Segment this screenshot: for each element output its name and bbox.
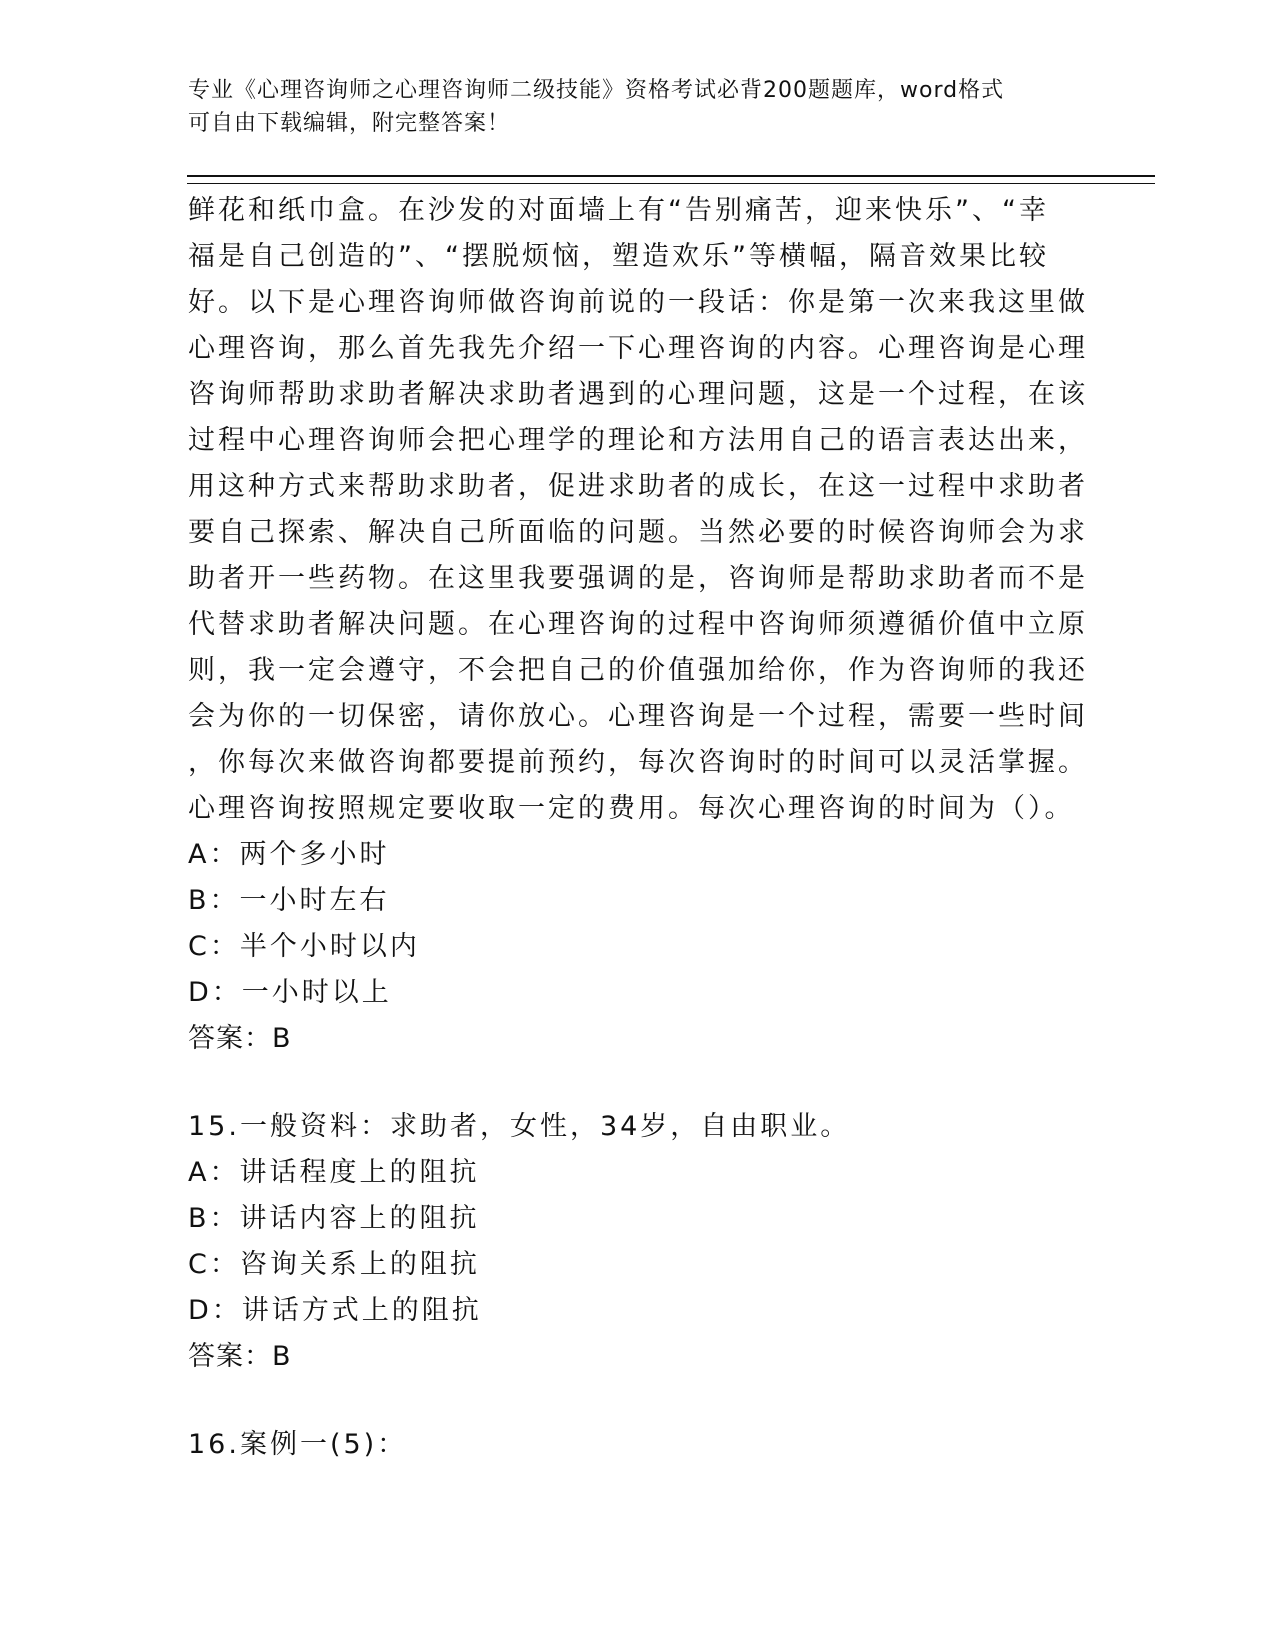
question-14-passage xyxy=(188,188,1088,832)
question-14-answer: 答案：B xyxy=(188,1023,292,1054)
passage-line: 则，我一定会遵守，不会把自己的价值强加给你，作为咨询师的我还 xyxy=(188,655,1088,686)
passage-line: 心理咨询，那么首先我先介绍一下心理咨询的内容。心理咨询是心理 xyxy=(188,333,1088,364)
header-divider-thick xyxy=(187,175,1155,177)
passage-line: 会为你的一切保密，请你放心。心理咨询是一个过程，需要一些时间 xyxy=(188,701,1088,732)
question-16 xyxy=(188,1422,1088,1468)
passage-line: 要自己探索、解决自己所面临的问题。当然必要的时候咨询师会为求 xyxy=(188,517,1088,548)
header-title-line-1: 专业《心理咨询师之心理咨询师二级技能》资格考试必背200题题库，word格式 xyxy=(188,78,1005,103)
passage-line: 用这种方式来帮助求助者，促进求助者的成长，在这一过程中求助者 xyxy=(188,471,1088,502)
document-body xyxy=(188,188,1088,1468)
passage-line: 福是自己创造的”、“摆脱烦恼，塑造欢乐”等横幅，隔音效果比较 xyxy=(188,241,1049,272)
header-divider-thin xyxy=(187,183,1155,184)
option-b: B：一小时左右 xyxy=(188,885,390,916)
option-c: C：咨询关系上的阻抗 xyxy=(188,1249,480,1280)
passage-line: 代替求助者解决问题。在心理咨询的过程中咨询师须遵循价值中立原 xyxy=(188,609,1088,640)
option-b: B：讲话内容上的阻抗 xyxy=(188,1203,480,1234)
question-15 xyxy=(188,1104,1088,1380)
question-15-stem: 15.一般资料：求助者，女性，34岁，自由职业。 xyxy=(188,1111,851,1142)
passage-line: 心理咨询按照规定要收取一定的费用。每次心理咨询的时间为（）。 xyxy=(188,793,1075,824)
passage-line: ，你每次来做咨询都要提前预约，每次咨询时的时间可以灵活掌握。 xyxy=(188,747,1088,778)
passage-line: 助者开一些药物。在这里我要强调的是，咨询师是帮助求助者而不是 xyxy=(188,563,1088,594)
option-c: C：半个小时以内 xyxy=(188,931,420,962)
question-14-options xyxy=(188,832,1088,1016)
option-a: A：讲话程度上的阻抗 xyxy=(188,1157,480,1188)
document-header xyxy=(188,74,1078,140)
spacer xyxy=(188,1062,1088,1104)
option-a: A：两个多小时 xyxy=(188,839,390,870)
option-d: D：一小时以上 xyxy=(188,977,392,1008)
question-16-stem: 16.案例一(5)： xyxy=(188,1429,408,1460)
passage-line: 鲜花和纸巾盒。在沙发的对面墙上有“告别痛苦，迎来快乐”、“幸 xyxy=(188,195,1049,226)
spacer xyxy=(188,1380,1088,1422)
question-15-answer: 答案：B xyxy=(188,1341,292,1372)
header-title-line-2: 可自由下载编辑，附完整答案！ xyxy=(188,111,511,136)
option-d: D：讲话方式上的阻抗 xyxy=(188,1295,482,1326)
passage-line: 好。以下是心理咨询师做咨询前说的一段话：你是第一次来我这里做 xyxy=(188,287,1088,318)
passage-line: 过程中心理咨询师会把心理学的理论和方法用自己的语言表达出来， xyxy=(188,425,1088,456)
passage-line: 咨询师帮助求助者解决求助者遇到的心理问题，这是一个过程，在该 xyxy=(188,379,1088,410)
